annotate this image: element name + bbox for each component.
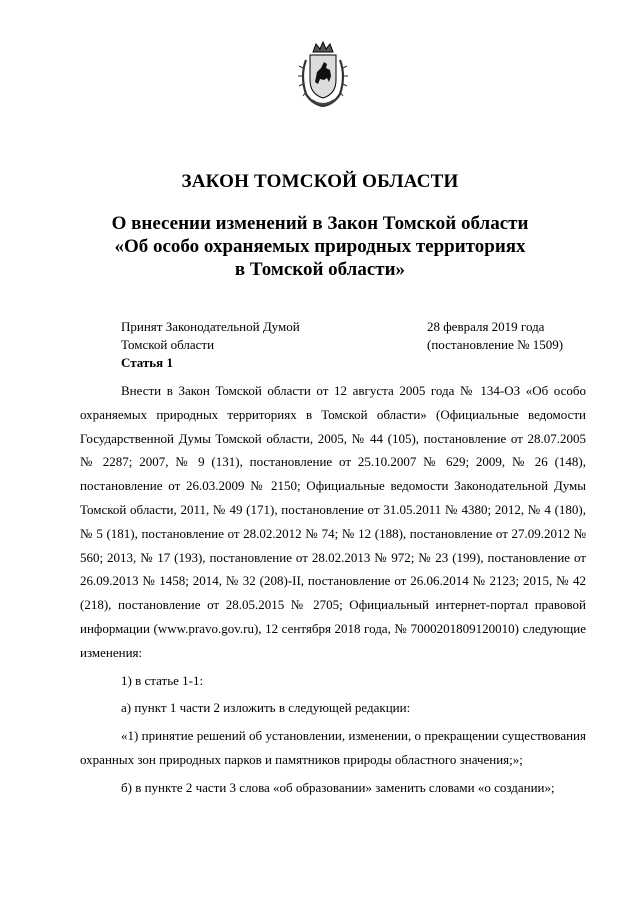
article-heading: Статья 1 — [121, 355, 173, 370]
subtitle-line: О внесении изменений в Закон Томской области — [111, 213, 529, 234]
paragraph: б) в пункте 2 части 3 слова «об образовании» заменить словами «о создании»; — [121, 779, 555, 795]
paragraph: Внести в Закон Томской области от 12 августа 2005 года № 134-ОЗ «Об особо охраняемых природных территориях в Томской области» (Официальные ведомости Государственной Думы Томской области, 2005, № 44 (105), постановление от 28.07.2005 № 2287; 2007, № 9 (131), постановление от 25.10.2007 № 629; 2009, № 26 (148), постановление от 26.03.2009 № 2150; Официальные ведомости Законодательной Думы Томской области, 2011, № 49 (171), постановление от 31.05.2011 № 4380; 2012, № 4 (180), № 5 (181), постановление от 28.02.2012 № 74; № 12 (188), постановление от 27.09.2012 № 560; 2013, № 17 (193), постановление от 28.02.2013 № 972; № 23 (199), постановление от 26.09.2013 № 1458; 2014, № 32 (208)-II, постановление от 26.06.2014 № 2123; 2015, № 42 (218), постановление от 28.05.2015 № 2705; Официальный интернет-портал правовой информации (www.pravo.gov.ru), 12 сентября 2018 года, № 7000201809120010) следующие изменения: — [80, 383, 586, 660]
adopted-by-line: Принят Законодательной Думой — [121, 319, 300, 334]
adopted-by — [121, 318, 300, 354]
coat-of-arms-emblem — [296, 40, 350, 110]
resolution-number: (постановление № 1509) — [427, 337, 564, 352]
adopted-date-line: 28 февраля 2019 года — [427, 319, 545, 334]
article-body — [80, 379, 586, 800]
paragraph: 1) в статье 1-1: — [121, 672, 204, 688]
adopted-by-line: Томской области — [121, 337, 215, 352]
law-subtitle — [80, 212, 560, 281]
law-title: ЗАКОН ТОМСКОЙ ОБЛАСТИ — [181, 171, 459, 192]
paragraph: а) пункт 1 части 2 изложить в следующей редакции: — [121, 700, 411, 716]
adopted-date — [427, 318, 563, 354]
paragraph: «1) принятие решений об установлении, изменении, о прекращении существования охранных зон природных парков и памятников природы областного значения;»; — [80, 728, 586, 767]
subtitle-line: «Об особо охраняемых природных территориях — [114, 236, 526, 257]
subtitle-line: в Томской области» — [234, 259, 406, 280]
